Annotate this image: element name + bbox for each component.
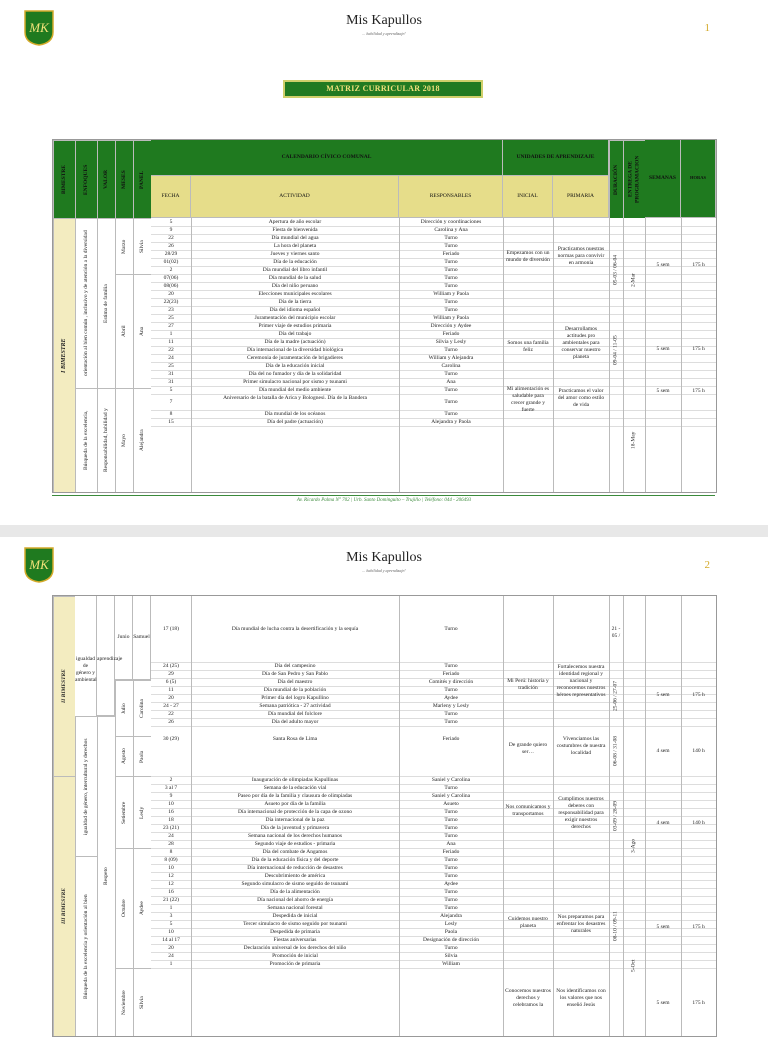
unit-horas: 175 h	[692, 262, 705, 268]
table-row: 16 Día internacional de protección de la capa de ozono Turno	[151, 808, 716, 817]
header-calendario: CALENDARIO CÍVICO COMUNAL	[151, 140, 503, 176]
table-row: 24 - 27 Semana patriótica - 27 actividad Marleny y Lesly	[151, 702, 716, 711]
entrega-date: 18-May	[630, 431, 637, 449]
valor-label-1: Estima de familia	[97, 218, 115, 388]
header-inicial: INICIAL	[503, 176, 553, 218]
table-row: 5 Tercer simulacro de sismo seguido por tsunami Lesly	[151, 920, 716, 929]
month-label: Mayo	[115, 388, 133, 492]
enfoque-label-2: Búsqueda de la excelencia,	[75, 388, 97, 492]
svg-text:MK: MK	[29, 20, 49, 35]
column-divider	[191, 596, 192, 1036]
month-label: Abril	[115, 274, 133, 388]
header-enfoques: ENFOQUES	[75, 140, 97, 218]
unit-primaria: Practicamos nuestras normas para convivir en armonía	[557, 246, 605, 266]
unit-duracion: 09-04 / 11-05	[612, 335, 619, 365]
table-row: 1 Semana nacional forestal Turno	[151, 904, 716, 913]
enfoque-label-1: orientación al bien común , inclusivo y de atención a la diversidad	[75, 218, 97, 388]
enfoque-label-c: Búsqueda de la excelencia y orientación al bien	[75, 856, 97, 1036]
entrega-date: 2-Mar	[630, 273, 637, 287]
table-row: 12 Descubrimiento de américa Turno	[151, 872, 716, 881]
unit-duracion: 25-06 / 27-07	[612, 681, 619, 711]
table-row: 24 Promoción de inicial Silvia	[151, 952, 716, 961]
unit-horas: 140 h	[692, 748, 705, 754]
table-row: 10 Despedida de primaria Paola	[151, 928, 716, 937]
unit-primaria: Vivenciamos las costumbres de nuestra localidad	[556, 736, 606, 756]
unit-primaria: Fortalecemos nuestra identidad regional y nacional y reconocemos nuestros héroes representativos	[556, 664, 606, 698]
month-label: Octubre	[115, 848, 133, 968]
unit-horas: 175 h	[692, 692, 705, 698]
unit-horas: 140 h	[692, 820, 705, 826]
table-row: 18 Día internacional de la paz Turno	[151, 816, 716, 825]
header-fecha: FECHA	[151, 176, 191, 218]
enfoque-label-b: igualdad de género, intercultural y derechos	[75, 716, 97, 856]
table-row: 8 (09) Día de la educación física y del deporte Turno	[151, 856, 716, 865]
table-row: 5 Día mundial del medio ambiente Turno	[151, 386, 716, 395]
header-duracion: DURACIÓN	[609, 140, 623, 218]
table-row: 22(23) Día de la tierra Turno	[151, 298, 716, 307]
unit-horas: 175 h	[692, 924, 705, 930]
table-row: 17 (18) Día mundial de lucha contra la desertificación y la sequía Turno	[151, 596, 716, 663]
unit-primaria: Practicamos el valor del amor como estilo de vida	[557, 388, 605, 408]
unit-inicial: Mi alimentación es saludable para crecer grande y fuerte	[506, 386, 550, 413]
column-divider	[503, 218, 504, 492]
unit-horas: 175 h	[692, 1000, 705, 1006]
brand-tagline: ... habilidad y aprendizaje!	[362, 568, 406, 573]
table-row: 1 Día del trabajo Feriado	[151, 330, 716, 339]
column-divider	[623, 596, 624, 1036]
table-row: 26 Día del adulto mayor Turno	[151, 718, 716, 727]
page-footer: Av. Ricardo Palma N° 702 | Urb. Santo Dominguito – Trujillo | Teléfono: 044 - 206493	[296, 498, 472, 503]
table-row: 8 Día del combate de Angamos Feriado	[151, 848, 716, 857]
column-divider	[503, 596, 504, 1036]
header-responsables: RESPONSABLES	[399, 176, 503, 218]
table-row: 22 Día mundial del agua Turno	[151, 234, 716, 243]
table-row: 24 (25) Día del campesino Turno	[151, 662, 716, 671]
column-divider	[681, 596, 682, 1036]
panel-label: Lesly	[133, 776, 151, 848]
panel-label: Paola	[133, 736, 151, 776]
header-bimestre: BIMESTRE	[53, 140, 75, 218]
bimestre-label: I BIMESTRE	[53, 218, 75, 492]
header-panel: PANEL	[133, 140, 151, 218]
table-row: 25 Día de la educación inicial Carolina	[151, 362, 716, 371]
unit-inicial: Cuidemos nuestro planeta	[508, 916, 548, 929]
table-row: 24 Ceremonia de juramentación de brigadieres William y Alejandra	[151, 354, 716, 363]
table-row: 16 Día de la alimentación Turno	[151, 888, 716, 897]
unit-inicial: Mi Perú: historia y tradición	[507, 678, 549, 691]
panel-label: Alejandra	[133, 388, 151, 492]
svg-text:MK: MK	[29, 557, 49, 572]
table-row: 22 Día mundial del folclore Turno	[151, 710, 716, 719]
unit-semanas: 4 sem	[656, 820, 670, 826]
column-divider	[553, 218, 554, 492]
month-label: Setiembre	[115, 776, 133, 848]
column-divider	[399, 596, 400, 1036]
month-label: Marzo	[115, 218, 133, 274]
footer-rule	[52, 495, 715, 496]
month-label: Julio	[115, 680, 133, 736]
table-row: 25 Juramentación del municipio escolar William y Paola	[151, 314, 716, 323]
table-row: 10 Asueto por día de la familia Asueto	[151, 800, 716, 809]
table-row: 9 Paseo por día de la familia y clausura de olimpiadas Saniel y Carolina	[151, 792, 716, 801]
column-divider	[645, 218, 646, 492]
enfoque-label-a: igualdad de género y ambiental	[75, 596, 97, 776]
month-label: Noviembre	[115, 968, 133, 1036]
table-row: 5 Apertura de año escolar Dirección y coordinaciones	[151, 218, 716, 227]
table-row: 20 Primer día del logro Kapullino Aydee	[151, 694, 716, 703]
top-duracion: 21 - 05 /	[611, 626, 621, 639]
table-row: 31 Día del no fumador y día de la solidaridad Turno	[151, 370, 716, 379]
curriculum-table	[52, 139, 717, 493]
page-number: 1	[704, 22, 710, 34]
entrega-date: 5-Oct	[630, 959, 637, 973]
header-valor: VALOR	[97, 140, 115, 218]
unit-inicial: Nos comunicamos y transportamos	[505, 804, 551, 817]
column-divider	[623, 218, 624, 492]
curriculum-table	[52, 595, 717, 1037]
month-label: Junio	[115, 596, 133, 680]
document-title: MATRIZ CURRICULAR 2018	[283, 80, 483, 98]
table-row: 1 Promoción de primaria William	[151, 960, 716, 969]
header-meses: MESES	[115, 140, 133, 218]
header-unidades: UNIDADES DE APRENDIZAJE	[503, 140, 609, 176]
table-row: 20 Elecciones municipales escolares William y Paola	[151, 290, 716, 299]
unit-duracion: 05-03 / 06-04	[612, 255, 619, 285]
column-divider	[681, 218, 682, 492]
panel-label: Silvia	[133, 218, 151, 274]
table-row: 08(06) Día del niño peruano Turno	[151, 282, 716, 291]
month-label: Agosto	[115, 736, 133, 776]
unit-semanas: 5 sem	[656, 346, 670, 352]
table-row: 21 (22) Día nacional del ahorro de energía Turno	[151, 896, 716, 905]
valor-label-b: Respeto	[97, 716, 115, 1036]
table-row: 29 Día de San Pedro y San Pablo Feriado	[151, 670, 716, 679]
table-row: 14 al 17 Fiestas aniversarias Designación de dirección	[151, 936, 716, 945]
entrega-date: 3-Ago	[630, 838, 637, 854]
table-row: 26 La hora del planeta Turno	[151, 242, 716, 251]
column-divider	[191, 218, 192, 492]
table-row: 6 (5) Día del maestro Comités y dirección	[151, 678, 716, 687]
column-divider	[399, 218, 400, 492]
table-row: 20 Declaración universal de los derechos del niño Turno	[151, 944, 716, 953]
unit-duracion: 06-08 / 31-08	[612, 736, 619, 766]
unit-primaria: Nos identificamos con los valores que nos enseñó Jesús	[556, 988, 606, 1008]
unit-primaria: Desarrollamos actitudes pro ambientales para conservar nuestro planeta	[561, 326, 601, 360]
unit-horas: 175 h	[692, 388, 705, 394]
unit-inicial: De grande quiero ser…	[508, 742, 548, 755]
header-primaria: PRIMARIA	[553, 176, 609, 218]
unit-semanas: 5 sem	[656, 1000, 670, 1006]
table-row: 24 Semana nacional de los derechos humanos Turno	[151, 832, 716, 841]
bimestre-label: II BIMESTRE	[53, 596, 75, 776]
table-row: 30 (29) Santa Rosa de Lima Feriado	[151, 726, 716, 777]
unit-inicial: Somos una familia feliz	[507, 340, 549, 353]
unit-duracion: 08-10 / 09-11	[612, 911, 619, 941]
unit-semanas: 5 sem	[656, 692, 670, 698]
table-row: 11 Día mundial de la población Turno	[151, 686, 716, 695]
valor-label-a: aprendizaje	[97, 596, 115, 716]
header-entrega: ENTREGA DE PROGRAMACION	[623, 140, 645, 218]
header-actividad: ACTIVIDAD	[191, 176, 399, 218]
table-row: 27 Primer viaje de estudios primaria Dirección y Aydee	[151, 322, 716, 331]
table-row: 23 Día del idioma español Turno	[151, 306, 716, 315]
unit-semanas: 5 sem	[656, 924, 670, 930]
table-row: 22 Día internacional de la diversidad biológica Turno	[151, 346, 716, 355]
column-divider	[645, 596, 646, 1036]
panel-label: Aydee	[133, 848, 151, 968]
page-number: 2	[704, 559, 710, 571]
table-row: 01(02) Día de la educación Turno	[151, 258, 716, 267]
panel-label: Carolina	[133, 680, 151, 736]
table-row: 3 Despedida de inicial Alejandra	[151, 912, 716, 921]
page-2	[0, 537, 768, 1024]
unit-semanas: 5 sem	[656, 262, 670, 268]
table-row: 10 Día internacional de reducción de desastres Turno	[151, 864, 716, 873]
brand-name: Mis Kapullos	[346, 13, 422, 28]
column-divider	[553, 596, 554, 1036]
table-row: 07(06) Día mundial de la salud Turno	[151, 274, 716, 283]
valor-label-2: Responsabilidad, habilidad y	[97, 388, 115, 492]
brand-tagline: ... habilidad y aprendizaje!	[362, 31, 406, 36]
header-semanas: SEMANAS	[645, 140, 681, 218]
table-row: 31 Primer simulacro nacional por sismo y tsunami Ana	[151, 378, 716, 387]
unit-semanas: 5 sem	[656, 388, 670, 394]
panel-label: Samuel	[133, 596, 151, 680]
table-row: 9 Fiesta de bienvenida Carolina y Ana	[151, 226, 716, 235]
bimestre-label: III BIMESTRE	[53, 776, 75, 1036]
table-row: 12 Segundo simulacro de sismo seguido de tsunami Aydee	[151, 880, 716, 889]
panel-label: Silvia	[133, 968, 151, 1036]
table-row: 15 Día del padre (actuación) Alejandra y Paola	[151, 418, 716, 427]
table-row: 7 Aniversario de la batalla de Arica y Bolognesi. Día de la Bandera Turno	[151, 394, 716, 411]
unit-inicial: Conocemos nuestros derechos y celebramos la	[505, 988, 551, 1008]
panel-label: Ana	[133, 274, 151, 388]
unit-primaria: Cumplimos nuestros deberes con responsabilidad para exigir nuestros derechos	[558, 796, 604, 830]
table-row: 2 Inauguración de olimpiadas Kapullinas Saniel y Carolina	[151, 776, 716, 785]
unit-inicial: Empezamos con un mundo de diversión	[506, 250, 550, 263]
table-row: 11 Día de la madre (actuación) Silvia y Lesly	[151, 338, 716, 347]
table-row: 23 (21) Día de la juventud y primavera Turno	[151, 824, 716, 833]
page-separator	[0, 525, 768, 537]
unit-primaria: Nos preparamos para enfrentar los desastres naturales	[556, 914, 606, 934]
header-horas: HORAS	[681, 140, 716, 218]
table-row: 28/29 Jueves y viernes santo Feriado	[151, 250, 716, 259]
unit-duracion: 03-09 / 28-09	[612, 801, 619, 831]
unit-semanas: 4 sem	[656, 748, 670, 754]
table-row: 3 al 7 Semana de la educación vial Turno	[151, 784, 716, 793]
unit-horas: 175 h	[692, 346, 705, 352]
table-row: 2 Día mundial del libro infantil Turno	[151, 266, 716, 275]
table-row: 8 Día mundial de los océanos Turno	[151, 410, 716, 419]
table-row: 28 Segundo viaje de estudios - primaria Ana	[151, 840, 716, 849]
brand-name: Mis Kapullos	[346, 550, 422, 565]
